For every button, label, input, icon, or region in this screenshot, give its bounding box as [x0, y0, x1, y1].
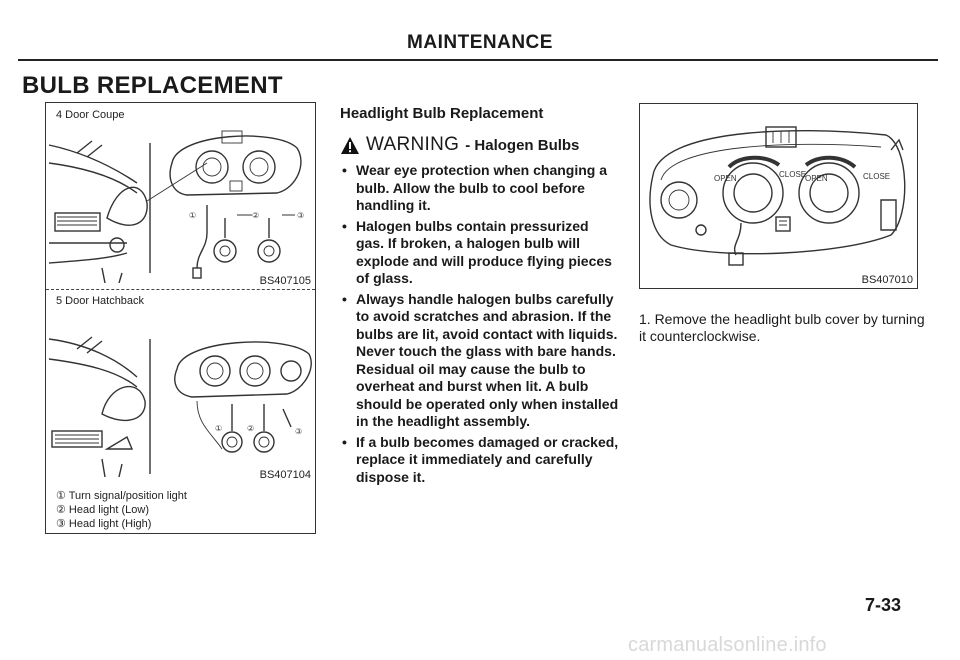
figure-legend	[56, 489, 187, 531]
panel-divider	[46, 289, 315, 290]
warning-word: WARNING	[366, 134, 460, 155]
coupe-headlight-illustration	[47, 123, 315, 283]
svg-text:②: ②	[247, 424, 255, 433]
warning-bullet: • If a bulb becomes damaged or cracked, replace it immediately and carefully dispose it.	[340, 434, 620, 487]
legend-item-turn-signal: ① Turn signal/position light	[56, 490, 187, 502]
subheading-headlight-bulb-replacement: Headlight Bulb Replacement	[340, 105, 544, 122]
label-open-left: OPEN	[714, 174, 737, 183]
warning-bullet: • Wear eye protection when changing a bulb. Allow the bulb to cool before handling it.	[340, 162, 620, 215]
svg-text:①: ①	[215, 424, 223, 433]
label-close-right: CLOSE	[863, 172, 891, 181]
warning-subtitle: - Halogen Bulbs	[465, 136, 580, 154]
warning-bullet: • Halogen bulbs contain pressurized gas. If broken, a halogen bulb will explode and will produce flying pieces of glass.	[340, 218, 620, 288]
legend-item-head-high: ③ Head light (High)	[56, 518, 152, 530]
warning-heading	[340, 134, 620, 156]
page-number: 7-33	[865, 595, 902, 615]
figure-code-bs407010: BS407010	[861, 274, 913, 286]
panel-label-5-door-hatchback: 5 Door Hatchback	[56, 295, 145, 307]
callout-2: ②	[252, 211, 260, 220]
step-1-text: 1. Remove the headlight bulb cover by turning it counterclockwise.	[639, 311, 925, 344]
warning-triangle-icon	[340, 136, 360, 155]
warning-bullet-list	[340, 162, 620, 486]
panel-code-coupe: BS407105	[259, 275, 311, 287]
hatchback-headlight-illustration	[47, 309, 315, 479]
bulb-cover-figure	[639, 103, 918, 289]
label-close-left: CLOSE	[779, 170, 807, 179]
warning-bullet: • Always handle halogen bulbs carefully to avoid scratches and abrasion. If the bulbs are lit, avoid contact with liquids. Never touch the glass with bare hands. Residual oil may cause the bulb to overheat and burst when lit. A bulb should be operated only when installed in the headlight assembly.	[340, 291, 620, 431]
label-open-right: OPEN	[805, 174, 828, 183]
callout-3: ③	[297, 211, 305, 220]
header-rule	[18, 59, 938, 61]
panel-label-4-door-coupe: 4 Door Coupe	[56, 109, 125, 121]
headlight-cover-illustration	[641, 105, 917, 275]
section-title: BULB REPLACEMENT	[22, 72, 283, 99]
warning-column	[340, 102, 620, 489]
panel-code-hatchback: BS407104	[259, 469, 311, 481]
header-title: MAINTENANCE	[407, 32, 553, 53]
callout-1: ①	[189, 211, 197, 220]
watermark: carmanualsonline.info	[628, 634, 827, 656]
svg-text:③: ③	[295, 427, 303, 436]
legend-item-head-low: ② Head light (Low)	[56, 504, 150, 516]
headlight-location-figure	[45, 102, 316, 534]
